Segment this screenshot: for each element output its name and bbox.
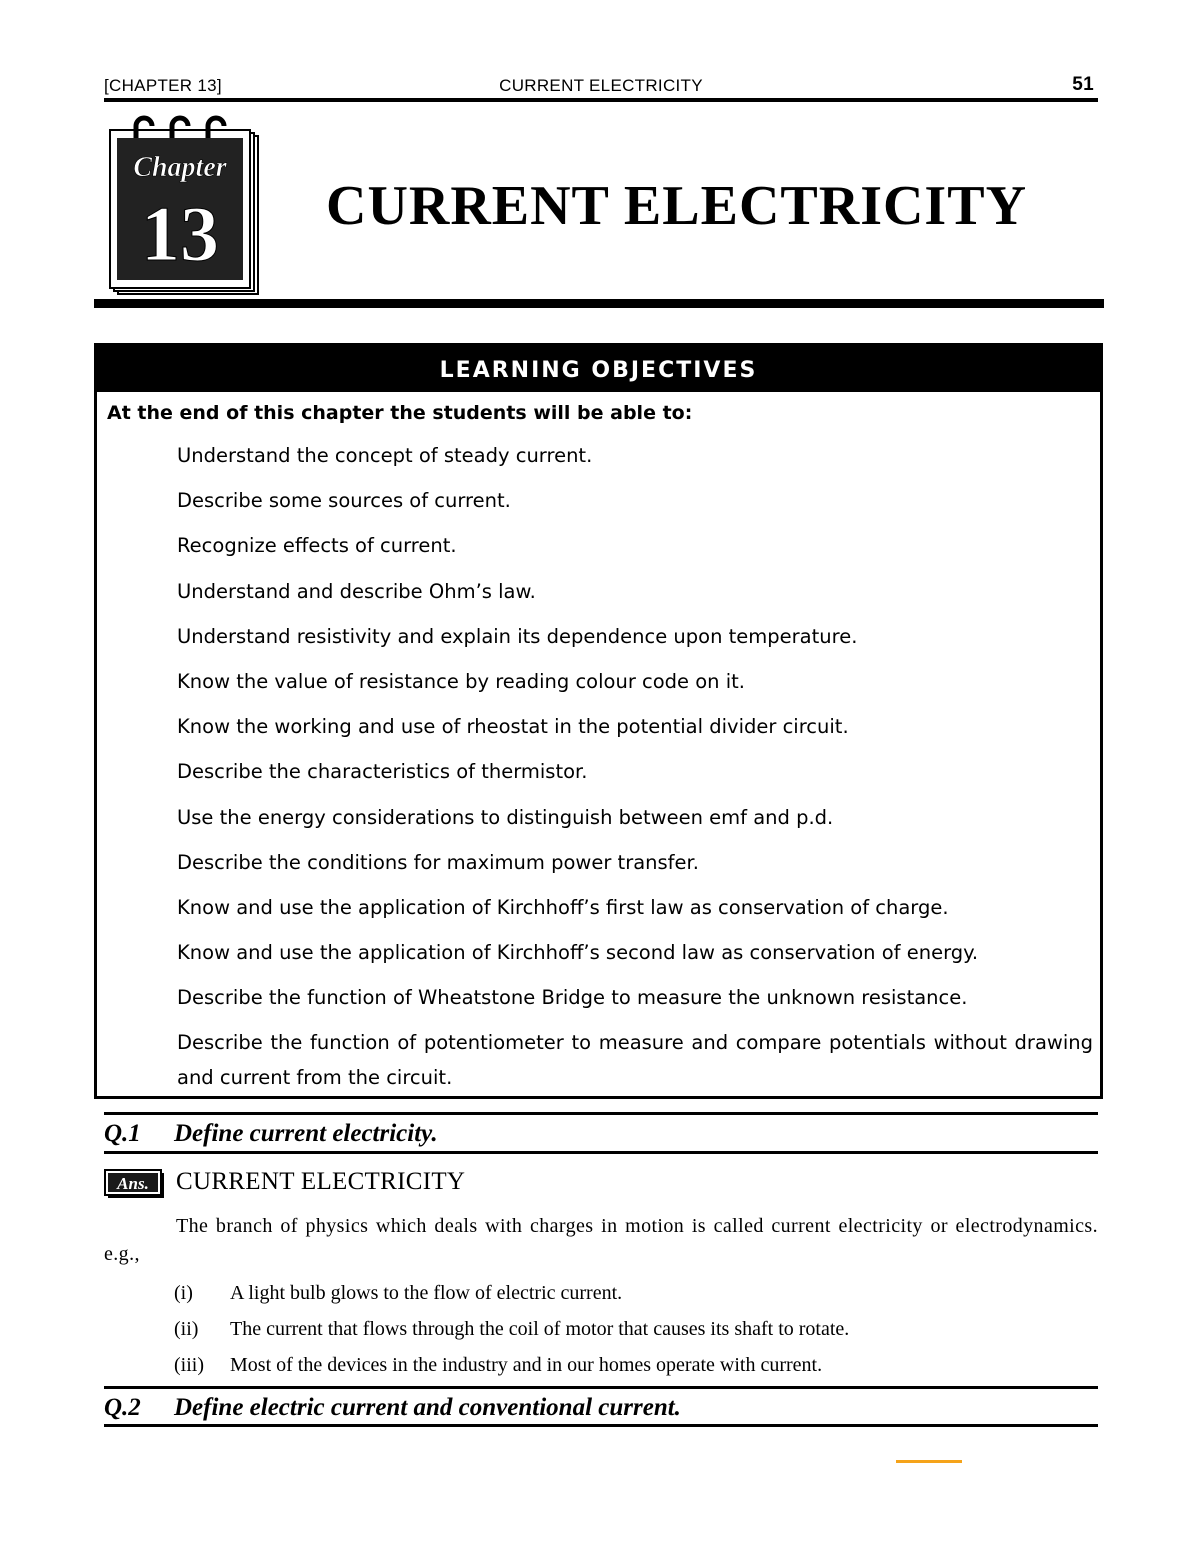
learning-objectives-box bbox=[94, 343, 1103, 1099]
q1-top-rule bbox=[104, 1112, 1098, 1115]
example-item bbox=[174, 1311, 849, 1347]
answer-badge bbox=[104, 1169, 166, 1199]
q2-top-rule bbox=[104, 1386, 1098, 1389]
q1-bottom-rule bbox=[104, 1151, 1098, 1154]
title-rule bbox=[94, 299, 1104, 308]
example-item bbox=[174, 1347, 849, 1383]
badge-number: 13 bbox=[141, 190, 219, 277]
question-text: Define electric current and conventional current. bbox=[174, 1394, 681, 1421]
objective-item: Know the working and use of rheostat in the potential divider circuit. bbox=[177, 715, 849, 739]
q2-bottom-rule bbox=[104, 1424, 1098, 1427]
objective-item: Understand the concept of steady current. bbox=[177, 444, 593, 467]
question-text: Define current electricity. bbox=[174, 1120, 438, 1147]
answer-paragraph: The branch of physics which deals with charges in motion is called current electricity or electrodynamics. e.g., bbox=[104, 1215, 1098, 1265]
answer-heading: CURRENT ELECTRICITY bbox=[176, 1168, 466, 1195]
objective-item: Understand resistivity and explain its dependence upon temperature. bbox=[177, 624, 858, 648]
objectives-heading: LEARNING OBJECTIVES bbox=[97, 346, 1100, 392]
objective-item: Recognize effects of current. bbox=[177, 534, 457, 558]
chapter-title: CURRENT ELECTRICITY bbox=[326, 175, 1028, 237]
objectives-list bbox=[177, 438, 1093, 1095]
objective-item: Use the energy considerations to distinguish between emf and p.d. bbox=[177, 805, 834, 829]
header-rule bbox=[104, 98, 1098, 102]
example-number: (ii) bbox=[174, 1318, 199, 1340]
objective-item: Describe the function of Wheatstone Bridge to measure the unknown resistance. bbox=[177, 986, 968, 1010]
example-text: Most of the devices in the industry and in our homes operate with current. bbox=[230, 1354, 823, 1376]
question-2 bbox=[104, 1394, 1098, 1422]
question-1 bbox=[104, 1120, 1098, 1148]
chapter-reference: [CHAPTER 13] bbox=[104, 76, 222, 95]
example-number: (iii) bbox=[174, 1354, 204, 1376]
example-text: The current that flows through the coil of motor that causes its shaft to rotate. bbox=[230, 1318, 850, 1340]
running-header bbox=[104, 74, 1098, 98]
objective-item: Know the value of resistance by reading colour code on it. bbox=[177, 669, 746, 693]
footer-accent-line bbox=[896, 1460, 962, 1463]
chapter-badge bbox=[106, 114, 262, 298]
running-title: CURRENT ELECTRICITY bbox=[499, 76, 703, 95]
example-item bbox=[174, 1275, 849, 1311]
objective-item: Describe the conditions for maximum power transfer. bbox=[177, 850, 699, 874]
objectives-intro: At the end of this chapter the students will be able to: bbox=[107, 402, 693, 424]
question-number: Q.1 bbox=[104, 1120, 141, 1147]
answer-badge-label: Ans. bbox=[117, 1174, 149, 1193]
objective-item: Know and use the application of Kirchhoff’s first law as conservation of charge. bbox=[177, 895, 949, 919]
badge-label: Chapter bbox=[133, 152, 227, 183]
objective-item: Describe the characteristics of thermistor. bbox=[177, 760, 588, 784]
example-text: A light bulb glows to the flow of electric current. bbox=[230, 1282, 623, 1304]
objective-item: Understand and describe Ohm’s law. bbox=[177, 579, 536, 603]
objective-item: Describe the function of potentiometer to measure and compare potentials without drawing and current from the circuit. bbox=[177, 1031, 1093, 1090]
objective-item: Know and use the application of Kirchhoff’s second law as conservation of energy. bbox=[177, 941, 979, 965]
page-number: 51 bbox=[1072, 74, 1094, 95]
objective-item: Describe some sources of current. bbox=[177, 489, 511, 513]
example-number: (i) bbox=[174, 1282, 193, 1304]
question-number: Q.2 bbox=[104, 1394, 141, 1421]
examples-list bbox=[174, 1275, 849, 1383]
